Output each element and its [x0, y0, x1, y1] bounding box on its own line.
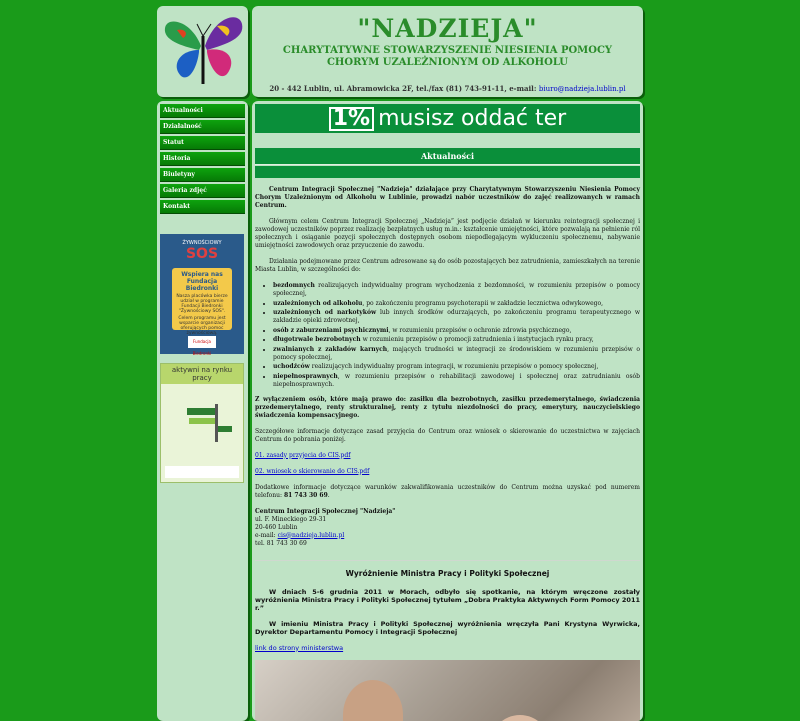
goal-paragraph: Głównym celem Centrum Integracji Społecznej „Nadzieja” jest podjęcie działań w kierunku reintegracji społecznej i zawodowej uczestników poprzez realizację bezpłatnych usług m.in.: kształcenie umiejętności, które pozwalają na pełnienie ról społecznych i osiąganie pozycji społecznych dostępnych osobom niepodlegającym wykluczeniu społecznemu, nabywanie umiejętności zawodowych oraz przyuczenie do zawodu.: [255, 218, 640, 250]
address-text: 20 - 442 Lublin, ul. Abramowicka 2F, tel./fax (81) 743-91-11, e-mail:: [269, 84, 536, 93]
fundacja-biedronki-logo: Fundacja Biedronki: [188, 336, 216, 348]
list-item-text: , mających trudności w integracji ze środowiskiem w rozumieniu przepisów o pomocy społecznej,: [273, 346, 640, 361]
signpost-icon: [181, 404, 233, 442]
header-email-link[interactable]: biuro@nadzieja.lublin.pl: [539, 85, 626, 93]
contact-street: ul. F. Mineckiego 29-31: [255, 516, 326, 523]
aktywni-banner-title: aktywni na rynku pracy: [161, 364, 243, 384]
site-title: "NADZIEJA": [252, 14, 643, 43]
contact-block: [255, 508, 640, 548]
addressed-paragraph: Działania podejmowane przez Centrum adresowane są do osób pozostających bez zatrudnienia, zamieszkałych na terenie Miasta Lublin, w szczególności do:: [255, 258, 640, 274]
banner-sos-top: ŻYWNOŚCIOWY: [160, 240, 244, 246]
list-item-text: , w rozumieniu przepisów o ochronie zdrowia psychicznego,: [389, 327, 572, 334]
banner-card-text: Nasza placówka bierze udział w programie Fundacji Biedronki "Żywnościowy SOS".: [176, 294, 227, 314]
intro-paragraph: [255, 186, 640, 210]
list-item-text: realizujących indywidualny program integracji, w rozumieniu przepisów o pomocy społecznej,: [310, 363, 599, 370]
header-panel: [252, 6, 643, 97]
nav-item-dzialalnosc[interactable]: Działalność: [160, 120, 245, 134]
award-title: Wyróżnienie Ministra Pracy i Polityki Społecznej: [255, 570, 640, 578]
list-item-bold: uzależnionych od narkotyków: [273, 309, 376, 316]
excluded-text: Z wyłączeniem osób, które mają prawo do: zasiłku dla bezrobotnych, zasiłku przedemerytalnego, świadczenia przedemerytalnego, renty strukturalnej, renty z tytułu niezdolności do pracy, emerytury, nauczycielskiego świadczenia kompensacyjnego.: [255, 396, 640, 419]
list-item: [273, 346, 640, 362]
details-paragraph: Szczegółowe informacje dotyczące zasad przyjęcia do Centrum oraz wniosek o skierowanie do uczestnictwa w zajęciach Centrum do pobrania poniżej.: [255, 428, 640, 444]
target-groups-list: [255, 282, 640, 389]
article-content: [255, 186, 640, 721]
nav-item-kontakt[interactable]: Kontakt: [160, 200, 245, 214]
ministry-link[interactable]: link do strony ministerstwa: [255, 644, 343, 652]
nav-item-biuletyny[interactable]: Biuletyny: [160, 168, 245, 182]
list-item-text: realizujących indywidualny program wychodzenia z bezdomności, w rozumieniu przepisów o pomocy społecznej,: [273, 282, 640, 297]
divider: [255, 560, 640, 561]
download-link-1-row: [255, 452, 640, 460]
list-item: [273, 309, 640, 325]
list-item: [273, 363, 640, 371]
excluded-paragraph: [255, 396, 640, 420]
phone-number: 81 743 30 69: [284, 492, 328, 499]
list-item: [273, 300, 640, 308]
list-item: [273, 282, 640, 298]
list-item-bold: osób z zaburzeniami psychicznymi: [273, 327, 389, 334]
photo-figure-man: [343, 680, 403, 721]
list-item: [273, 373, 640, 389]
one-percent-banner[interactable]: [255, 104, 640, 133]
section-divider-bar: [255, 166, 640, 178]
one-percent-text: musisz oddać ter: [378, 106, 566, 131]
list-item-text: , w rozumieniu przepisów o rehabilitacji zawodowej i społecznej oraz zatrudnianiu osób niepełnosprawnych.: [273, 373, 640, 388]
list-item-text: lub innych środków odurzających, po zakończeniu programu terapeutycznego w zakładzie opieki zdrowotnej,: [273, 309, 640, 324]
contact-email-link[interactable]: cis@nadzieja.lublin.pl: [278, 532, 345, 539]
banner-card-text2: Celem programu jest wsparcie organizacji oferujących pomoc żywnościową.: [172, 316, 232, 336]
banner-sos-card: [172, 268, 232, 330]
download-link-2-row: [255, 468, 640, 476]
download-link-zasady[interactable]: 01. zasady przyjecia do CIS.pdf: [255, 452, 350, 459]
phone-text: Dodatkowe informacje dotyczące warunków zakwalifikowania uczestników do Centrum można uzyskać pod numerem telefonu:: [255, 484, 640, 499]
nav-item-aktualnosci[interactable]: Aktualności: [160, 104, 245, 118]
list-item-bold: długotrwale bezrobotnych: [273, 336, 361, 343]
contact-city: 20-460 Lublin: [255, 524, 297, 531]
phone-paragraph: Dodatkowe informacje dotyczące warunków zakwalifikowania uczestników do Centrum można uzyskać pod numerem telefonu: 81 743 30 69.: [255, 484, 640, 500]
list-item-bold: bezdomnych: [273, 282, 315, 289]
download-link-wniosek[interactable]: 02. wniosek o skierowanie do CIS.pdf: [255, 468, 369, 475]
nav-item-historia[interactable]: Historia: [160, 152, 245, 166]
list-item-text: w rozumieniu przepisów o promocji zatrudnienia i instytucjach rynku pracy,: [361, 336, 594, 343]
intro-bold: Centrum Integracji Społecznej "Nadzieja" działające przy Charytatywnym Stowarzyszeniu Niesienia Pomocy Chorym Uzależnionym od Alkoholu w Lublinie, prowadzi nabór uczestników do zajęć realizowanych w ramach Centrum.: [255, 186, 640, 209]
biedronka-sos-banner[interactable]: [160, 234, 244, 354]
banner-card-title: Wspiera nas Fundacja Biedronki: [172, 271, 232, 292]
contact-name: Centrum Integracji Społecznej "Nadzieja": [255, 508, 395, 515]
main-content-panel: [252, 101, 643, 721]
main-nav: [160, 104, 245, 216]
site-address: [252, 84, 643, 93]
list-item-bold: zwalnianych z zakładów karnych: [273, 346, 387, 353]
nav-item-statut[interactable]: Statut: [160, 136, 245, 150]
aktywni-na-rynku-pracy-banner[interactable]: [160, 363, 244, 483]
award-paragraph-2: W imieniu Ministra Pracy i Polityki Społecznej wyróżnienia wręczyła Pani Krystyna Wyrwicka, Dyrektor Departamentu Pomocy i Integracji Społecznej: [255, 620, 640, 636]
list-item-bold: niepełnosprawnych: [273, 373, 338, 380]
left-sidebar: [157, 101, 248, 721]
contact-tel: tel. 81 743 30 69: [255, 540, 307, 547]
contact-email-label: e-mail:: [255, 532, 276, 539]
ministry-link-row: [255, 644, 640, 652]
nav-item-galeria[interactable]: Galeria zdjęć: [160, 184, 245, 198]
photo-figure-woman: [490, 715, 550, 721]
list-item-text: , po zakończeniu programu psychoterapii w zakładzie lecznictwa odwykowego,: [362, 300, 603, 307]
section-title: Aktualności: [255, 148, 640, 165]
logo-panel: [157, 6, 248, 97]
eu-funding-logos: [165, 466, 239, 478]
banner-sos-title: SOS: [160, 246, 244, 262]
one-percent-badge: 1%: [329, 107, 374, 131]
site-subtitle: CHARYTATYWNE STOWARZYSZENIE NIESIENIA POMOCY CHORYM UZALEŻNIONYM OD ALKOHOLU: [252, 45, 643, 69]
award-ceremony-photo: [255, 660, 640, 721]
list-item: [273, 336, 640, 344]
list-item-bold: uchodźców: [273, 363, 310, 370]
list-item-bold: uzależnionych od alkoholu: [273, 300, 362, 307]
award-paragraph-1: W dniach 5-6 grudnia 2011 w Morach, odbyło się spotkanie, na którym wręczone zostały wyróżnienia Ministra Pracy i Polityki Społecznej tytułem „Dobra Praktyka Aktywnych Form Pomocy 2011 r.”: [255, 588, 640, 612]
list-item: [273, 327, 640, 335]
butterfly-logo-icon: [157, 6, 248, 97]
